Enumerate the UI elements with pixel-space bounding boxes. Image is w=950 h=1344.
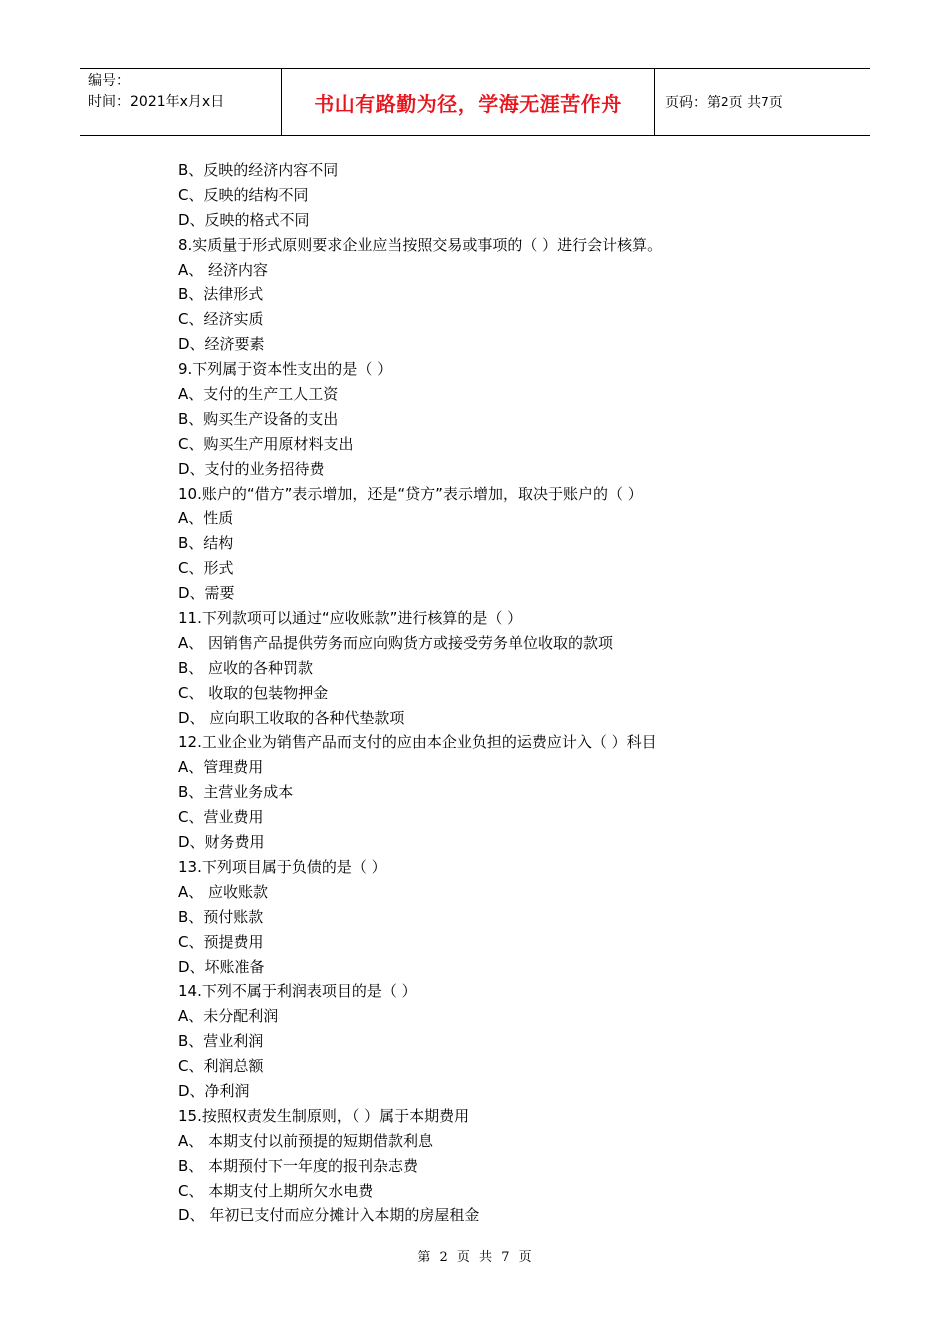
answer-option: A、未分配利润: [178, 1007, 279, 1026]
header-meta-cell: [80, 69, 282, 135]
document-time-label: 时间：2021年x月x日: [88, 94, 225, 110]
header-page-cell: [655, 69, 870, 135]
question-stem: 14.下列不属于利润表项目的是（ ）: [178, 982, 417, 1001]
question-stem: 15.按照权责发生制原则，（ ）属于本期费用: [178, 1106, 470, 1125]
question-stem: 9.下列属于资本性支出的是（ ）: [178, 360, 393, 379]
answer-option: D、 应向职工收取的各种代垫款项: [178, 708, 405, 727]
page-number: 2: [721, 95, 729, 109]
answer-option: D、 年初已支付而应分摊计入本期的房屋租金: [178, 1206, 480, 1225]
answer-option: A、 本期支付以前预提的短期借款利息: [178, 1131, 434, 1150]
answer-option: D、财务费用: [178, 833, 265, 852]
answer-option: C、形式: [178, 559, 234, 578]
page-suffix: 页: [768, 95, 783, 111]
question-stem: 10.账户的“借方”表示增加，还是“贷方”表示增加，取决于账户的（ ）: [178, 484, 643, 503]
answer-option: B、 本期预付下一年度的报刊杂志费: [178, 1156, 419, 1175]
question-stem: 8.实质量于形式原则要求企业应当按照交易或事项的（ ）进行会计核算。: [178, 235, 663, 254]
answer-option: B、购买生产设备的支出: [178, 409, 339, 428]
answer-option: C、 本期支付上期所欠水电费: [178, 1181, 374, 1200]
answer-option: B、反映的经济内容不同: [178, 161, 339, 179]
answer-option: D、净利润: [178, 1081, 250, 1100]
answer-option: C、利润总额: [178, 1057, 264, 1076]
page-footer: 第 2 页 共 7 页: [417, 1250, 533, 1265]
answer-option: D、反映的格式不同: [178, 210, 310, 229]
question-stem: 11.下列款项可以通过“应收账款”进行核算的是（ ）: [178, 609, 523, 628]
answer-option: C、 收取的包装物押金: [178, 683, 329, 702]
answer-option: B、营业利润: [178, 1032, 264, 1051]
page-header: [80, 68, 870, 136]
answer-option: D、经济要素: [178, 335, 265, 354]
answer-option: A、支付的生产工人工资: [178, 385, 339, 404]
answer-option: C、经济实质: [178, 310, 264, 329]
answer-option: B、结构: [178, 534, 234, 553]
page-middle: 页 共: [728, 95, 762, 111]
answer-option: B、预付账款: [178, 907, 264, 926]
question-list: [178, 158, 818, 1228]
question-stem: 12.工业企业为销售产品而支付的应由本企业负担的运费应计入（ ）科目: [178, 733, 657, 752]
answer-option: B、 应收的各种罚款: [178, 658, 314, 677]
answer-option: D、需要: [178, 584, 235, 603]
answer-option: C、反映的结构不同: [178, 185, 309, 204]
answer-option: C、购买生产用原材料支出: [178, 434, 354, 453]
header-motto: 书山有路勤为径，学海无涯苦作舟: [314, 91, 622, 116]
page-prefix: 页码：第: [665, 95, 721, 111]
answer-option: B、主营业务成本: [178, 783, 294, 802]
answer-option: D、坏账准备: [178, 957, 265, 976]
answer-option: A、 经济内容: [178, 260, 269, 279]
question-stem: 13.下列项目属于负债的是（ ）: [178, 857, 387, 876]
answer-option: A、 应收账款: [178, 882, 269, 901]
answer-option: B、法律形式: [178, 285, 264, 304]
answer-option: D、支付的业务招待费: [178, 459, 325, 478]
answer-option: A、性质: [178, 509, 234, 528]
answer-option: C、营业费用: [178, 808, 264, 827]
answer-option: A、 因销售产品提供劳务而应向购货方或接受劳务单位收取的款项: [178, 633, 614, 652]
document-number-label: 编号：: [88, 73, 130, 89]
page-total: 7: [761, 95, 769, 109]
answer-option: C、预提费用: [178, 932, 264, 951]
header-motto-cell: [282, 69, 655, 135]
answer-option: A、管理费用: [178, 758, 264, 777]
